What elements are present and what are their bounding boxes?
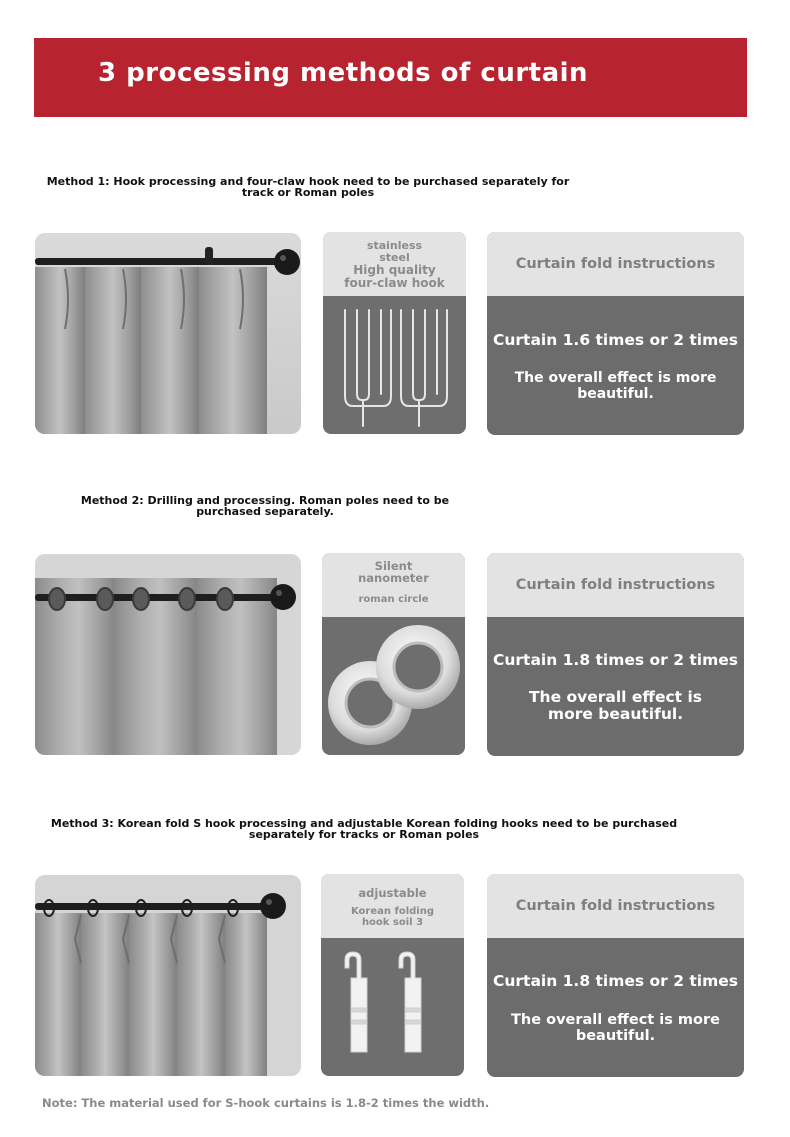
method-1-curtain-photo [35, 233, 301, 434]
page-title: 3 processing methods of curtain [98, 58, 589, 88]
hardware-caption-line: Silent [374, 559, 413, 573]
fold-instructions-heading: Curtain fold instructions [487, 553, 744, 617]
hardware-caption-line: High quality [353, 263, 436, 277]
method-3-curtain-photo [35, 875, 301, 1076]
hardware-caption [322, 553, 465, 617]
hardware-caption-line: four-claw hook [344, 276, 445, 290]
hardware-caption-line: Korean folding [350, 906, 435, 917]
fold-effect: The overall effect is more beautiful. [514, 370, 717, 402]
method-2-hardware-card [322, 553, 465, 755]
fold-ratio: Curtain 1.8 times or 2 times [492, 651, 738, 669]
fold-ratio: Curtain 1.8 times or 2 times [492, 972, 738, 990]
hardware-caption-line: stainless [366, 239, 423, 252]
footnote: Note: The material used for S-hook curtains is 1.8-2 times the width. [42, 1096, 490, 1110]
fold-effect: The overall effect is more beautiful. [528, 688, 703, 723]
method-1-fold-instructions [487, 232, 744, 435]
method-2-label: Method 2: Drilling and processing. Roman poles need to be purchased separately. [80, 494, 450, 518]
roman-ring-icon [322, 617, 465, 755]
fold-instructions-heading: Curtain fold instructions [487, 232, 744, 296]
method-1-hardware-card [323, 232, 466, 434]
method-1-label: Method 1: Hook processing and four-claw hook need to be purchased separately for track or Roman poles [46, 175, 570, 199]
method-3-label: Method 3: Korean fold S hook processing and adjustable Korean folding hooks need to be purchased separately for tracks or Roman poles [50, 817, 678, 841]
title-banner [34, 38, 747, 117]
method-3-fold-instructions [487, 874, 744, 1077]
hardware-caption [323, 232, 466, 296]
fold-effect: The overall effect is more beautiful. [511, 1012, 720, 1044]
korean-folding-hook-icon [321, 938, 464, 1076]
method-3-hardware-card [321, 874, 464, 1076]
fold-instructions-heading: Curtain fold instructions [487, 874, 744, 938]
method-2-fold-instructions [487, 553, 744, 756]
hardware-caption-line: nanometer [358, 571, 429, 585]
four-claw-hook-icon [323, 296, 466, 434]
hardware-caption-line: adjustable [358, 886, 427, 900]
hardware-caption-line: steel [379, 251, 410, 264]
fold-ratio: Curtain 1.6 times or 2 times [492, 331, 738, 349]
hardware-caption-line: roman circle [358, 594, 429, 605]
hardware-caption [321, 874, 464, 938]
hardware-caption-line: hook soil 3 [361, 917, 424, 928]
method-2-curtain-photo [35, 554, 301, 755]
